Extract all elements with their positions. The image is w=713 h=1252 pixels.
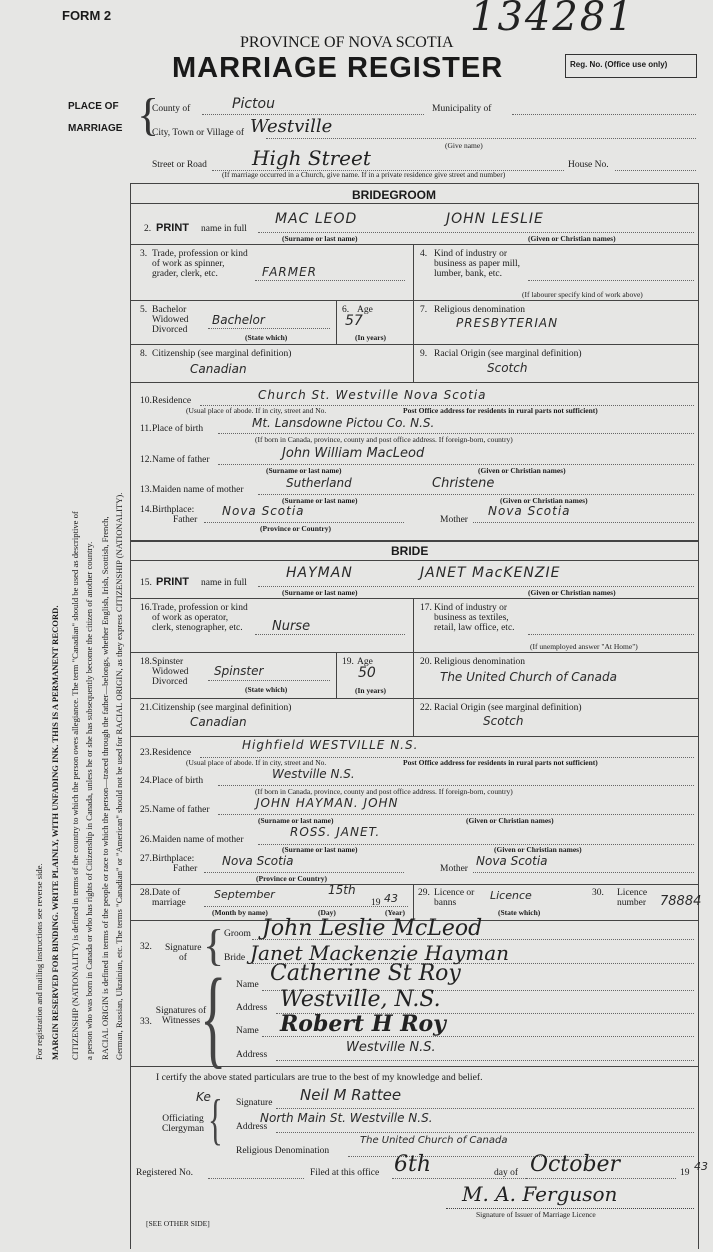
day-caption: (Day): [318, 908, 336, 917]
clergy-signature-label: Signature: [236, 1098, 273, 1108]
bride-father-birthplace: Nova Scotia: [222, 854, 294, 868]
groom-birthplace: Mt. Lansdowne Pictou Co. N.S.: [252, 416, 435, 430]
margin-text-5: RACIAL ORIGIN is defined in terms of the people or race to which the person—traced through the father—belongs, whether English, Irish, Scottish, French,: [100, 516, 110, 1060]
field20-label: Religious denomination: [434, 657, 526, 667]
witness1-address: Westville, N.S.: [280, 987, 441, 1012]
bride-surname: HAYMAN: [286, 565, 353, 581]
field25-number: 25.: [140, 805, 152, 815]
field27-label-a: Birthplace:: [152, 854, 195, 864]
clergy-signature: Neil M Rattee: [300, 1086, 402, 1104]
field12-caption-a: (Surname or last name): [266, 466, 342, 475]
field26-number: 26.: [140, 835, 152, 845]
field14-mother-label: Mother: [440, 515, 468, 525]
field28-label: Date of marriage: [152, 888, 186, 908]
groom-racial-origin: Scotch: [487, 361, 528, 375]
marriage-label: MARRIAGE: [68, 123, 123, 134]
field8-label: Citizenship (see marginal definition): [152, 349, 292, 359]
bride-mother-name: ROSS. JANET.: [290, 825, 381, 839]
field2-number: 2.: [144, 224, 152, 234]
field13-caption-b: (Given or Christian names): [500, 496, 588, 505]
witness2-address: Westville N.S.: [346, 1040, 436, 1055]
registered-no-label: Registered No.: [136, 1168, 193, 1178]
groom-given-names: JOHN LESLIE: [446, 211, 544, 227]
church-note: (If marriage occurred in a Church, give name. If in a private residence give street and number): [222, 170, 506, 179]
field2-print: PRINT: [156, 222, 189, 234]
licence-or-banns: Licence: [490, 889, 532, 902]
field26-caption-a: (Surname or last name): [282, 845, 358, 854]
field25-caption-a: (Surname or last name): [258, 816, 334, 825]
field5-label: Bachelor Widowed Divorced: [152, 305, 189, 335]
field23-number: 23.: [140, 748, 152, 758]
margin-text-6: German, Russian, Ukrainian, etc. The terms "Canadian" or "American" should not be used for RACIAL ORIGIN, as they express CITIZENSHIP (NATIONALITY).: [114, 492, 124, 1060]
clergy-address: North Main St. Westville N.S.: [260, 1111, 433, 1125]
field8-number: 8.: [140, 349, 148, 359]
year-caption: (Year): [385, 908, 405, 917]
bridegroom-heading: BRIDEGROOM: [352, 188, 436, 202]
field12-caption-b: (Given or Christian names): [478, 466, 566, 475]
groom-father-birthplace: Nova Scotia: [222, 504, 305, 518]
bride-given-caption: (Given or Christian names): [528, 588, 616, 597]
field29-number: 29.: [418, 888, 430, 898]
bride-given-names: JANET MacKENZIE: [420, 565, 561, 581]
field33-label: Signatures of Witnesses: [155, 1006, 207, 1026]
reg-no-label: Reg. No. (Office use only): [570, 60, 668, 69]
filed-year-prefix: 19: [680, 1168, 690, 1178]
bride-mother-birthplace: Nova Scotia: [476, 854, 548, 868]
field22-label: Racial Origin (see marginal definition): [434, 703, 582, 713]
field19-caption: (In years): [355, 686, 387, 695]
field12-label: Name of father: [152, 455, 210, 465]
place-of-label: PLACE OF: [68, 101, 119, 112]
bride-occupation: Nurse: [272, 619, 311, 634]
field4-label: Kind of industry or business as paper mill, lumber, bank, etc.: [434, 249, 521, 279]
groom-father-name: John William MacLeod: [282, 446, 425, 461]
field15-number: 15.: [140, 578, 152, 588]
field9-label: Racial Origin (see marginal definition): [434, 349, 582, 359]
field7-label: Religious denomination: [434, 305, 526, 315]
groom-label: Groom: [224, 929, 251, 939]
groom-residence: Church St. Westville Nova Scotia: [258, 388, 487, 402]
field28-number: 28.: [140, 888, 152, 898]
field3-number: 3.: [140, 249, 148, 259]
field32-label: Signature of: [165, 943, 202, 963]
groom-age: 57: [345, 313, 363, 329]
field23-label: Residence: [152, 748, 192, 758]
field5-number: 5.: [140, 305, 148, 315]
field13-label: Maiden name of mother: [152, 485, 244, 495]
groom-mother-given: Christene: [432, 476, 495, 491]
reg-no-box: [565, 54, 697, 78]
witness1-name-label: Name: [236, 980, 259, 990]
city-value: Westville: [250, 116, 333, 137]
marriage-month: September: [214, 888, 275, 901]
marriage-day: 15th: [328, 883, 356, 897]
marriage-year-prefix: 19: [371, 898, 381, 908]
field3-label: Trade, profession or kind of work as spinner, grader, clerk, etc.: [152, 249, 248, 279]
groom-mother-birthplace: Nova Scotia: [488, 504, 571, 518]
margin-text-4: a person who was born in Canada or who has rights of Citizenship in Canada, unless he or she has subsequently become the citizen of another country.: [84, 541, 94, 1060]
groom-marital-status: Bachelor: [212, 313, 265, 327]
witness1-address-label: Address: [236, 1003, 268, 1013]
issuer-signature: M. A. Ferguson: [462, 1182, 618, 1206]
field19-number: 19.: [342, 657, 354, 667]
field30-label: Licence number: [617, 888, 648, 908]
field9-number: 9.: [420, 349, 428, 359]
field4-number: 4.: [420, 249, 428, 259]
witness2-name-label: Name: [236, 1026, 259, 1036]
field15-print: PRINT: [156, 576, 189, 588]
groom-religion: PRESBYTERIAN: [456, 316, 559, 330]
margin-text-3: CITIZENSHIP (NATIONALITY) is defined in terms of the country to which the person owes allegiance. The term "Canadian" should be used as descriptive of: [70, 511, 80, 1060]
bride-label: Bride: [224, 953, 246, 963]
bride-heading: BRIDE: [391, 544, 429, 558]
give-name-caption: (Give name): [445, 141, 483, 150]
given-caption: (Given or Christian names): [528, 234, 616, 243]
field15-label: name in full: [201, 578, 247, 588]
field14-number: 14.: [140, 505, 152, 515]
margin-text-2: MARGIN RESERVED FOR BINDING. WRITE PLAINLY, WITH UNFADING INK. THIS IS A PERMANENT RECORD.: [50, 605, 60, 1060]
brace-signatures: {: [203, 921, 225, 970]
field10-caption-b: Post Office address for residents in rural parts not sufficient): [403, 406, 598, 415]
licence-number: 78884: [660, 894, 702, 909]
field19-label: Age: [357, 657, 373, 667]
filed-month: October: [530, 1152, 621, 1177]
street-value: High Street: [252, 146, 371, 170]
field18-caption: (State which): [245, 685, 288, 694]
field10-number: 10.: [140, 396, 152, 406]
field11-number: 11.: [140, 424, 152, 434]
field12-number: 12.: [140, 455, 152, 465]
field13-caption-a: (Surname or last name): [282, 496, 358, 505]
witness1-name: Catherine St Roy: [270, 961, 461, 986]
bride-birthplace: Westville N.S.: [272, 767, 355, 781]
field10-caption-a: (Usual place of abode. If in city, street and No.: [186, 406, 327, 415]
bride-residence: Highfield WESTVILLE N.S.: [242, 738, 419, 752]
filed-year: 43: [694, 1160, 708, 1173]
religious-denomination-value: The United Church of Canada: [360, 1135, 508, 1146]
bride-father-name: JOHN HAYMAN. JOHN: [256, 796, 399, 810]
groom-mother-surname: Sutherland: [286, 476, 352, 490]
field14-label-b: Father: [173, 515, 198, 525]
field13-number: 13.: [140, 485, 152, 495]
field25-label: Name of father: [152, 805, 210, 815]
field14-label-a: Birthplace:: [152, 505, 195, 515]
bride-marital-status: Spinster: [214, 664, 264, 678]
field16-label: Trade, profession or kind of work as operator, clerk, stenographer, etc.: [152, 603, 248, 633]
field23-caption-b: Post Office address for residents in rural parts not sufficient): [403, 758, 598, 767]
field33-number: 33.: [140, 1017, 152, 1027]
groom-occupation: FARMER: [262, 265, 318, 279]
field24-label: Place of birth: [152, 776, 204, 786]
tick-mark: Ke: [196, 1090, 211, 1104]
field27-mother-label: Mother: [440, 864, 468, 874]
groom-surname: MAC LEOD: [275, 211, 358, 227]
brace-witnesses: {: [200, 956, 227, 1078]
field32-number: 32.: [140, 942, 152, 952]
certification-text: I certify the above stated particulars are true to the best of my knowledge and belief.: [156, 1072, 483, 1083]
field21-label: Citizenship (see marginal definition): [152, 703, 292, 713]
day-of-label: day of: [494, 1168, 519, 1178]
municipality-label: Municipality of: [432, 104, 492, 114]
field4-caption: (If labourer specify kind of work above): [522, 290, 643, 299]
witness2-name: Robert H Roy: [280, 1011, 446, 1037]
field17-caption: (If unemployed answer "At Home"): [530, 642, 638, 651]
field10-label: Residence: [152, 396, 192, 406]
filed-day: 6th: [394, 1152, 432, 1177]
field16-number: 16.: [140, 603, 152, 613]
bride-signature: Janet Mackenzie Hayman: [250, 941, 510, 965]
groom-citizenship: Canadian: [190, 362, 247, 376]
clergy-address-label: Address: [236, 1122, 268, 1132]
brace: {: [137, 89, 160, 140]
field18-label: Spinster Widowed Divorced: [152, 657, 189, 687]
margin-text-1: For registration and mailing instructions see reverse side.: [34, 863, 44, 1060]
field22-number: 22.: [420, 703, 432, 713]
field26-caption-b: (Given or Christian names): [494, 845, 582, 854]
registration-number-handwritten: 134281: [470, 0, 635, 40]
field17-label: Kind of industry or business as textiles, retail, law office, etc.: [434, 603, 515, 633]
county-label: County of: [152, 104, 191, 114]
bride-religion: The United Church of Canada: [440, 670, 617, 684]
bride-age: 50: [358, 665, 376, 681]
field23-caption-a: (Usual place of abode. If in city, street and No.: [186, 758, 327, 767]
field6-label: Age: [357, 305, 373, 315]
field17-number: 17.: [420, 603, 432, 613]
month-caption: (Month by name): [212, 908, 268, 917]
field25-caption-b: (Given or Christian names): [466, 816, 554, 825]
marriage-year: 43: [384, 892, 398, 905]
field11-caption: (If born in Canada, province, county and post office address. If foreign-born, country): [255, 435, 513, 444]
groom-signature: John Leslie McLeod: [262, 916, 483, 941]
field29-caption: (State which): [498, 908, 541, 917]
field24-number: 24.: [140, 776, 152, 786]
field21-number: 21.: [140, 703, 152, 713]
field11-label: Place of birth: [152, 424, 204, 434]
bride-racial-origin: Scotch: [483, 714, 524, 728]
province-heading: PROVINCE OF NOVA SCOTIA: [240, 34, 454, 51]
field14-caption: (Province or Country): [260, 524, 331, 533]
officiating-clergyman-label: Officiating Clergyman: [161, 1114, 205, 1134]
brace-clergyman: {: [208, 1089, 223, 1151]
city-label: City, Town or Village of: [152, 128, 244, 138]
witness2-address-label: Address: [236, 1050, 268, 1060]
field29-label: Licence or banns: [434, 888, 475, 908]
surname-caption: (Surname or last name): [282, 234, 358, 243]
field27-number: 27.: [140, 854, 152, 864]
field5-caption: (State which): [245, 333, 288, 342]
field2-label: name in full: [201, 224, 247, 234]
field18-number: 18.: [140, 657, 152, 667]
field26-label: Maiden name of mother: [152, 835, 244, 845]
form-number: FORM 2: [62, 8, 112, 23]
field27-caption: (Province or Country): [256, 874, 327, 883]
religious-denomination-label: Religious Denomination: [236, 1146, 330, 1156]
issuer-caption: Signature of Issuer of Marriage Licence: [476, 1210, 596, 1219]
field6-caption: (In years): [355, 333, 387, 342]
field30-number: 30.: [592, 888, 604, 898]
bride-citizenship: Canadian: [190, 715, 247, 729]
county-value: Pictou: [232, 96, 275, 112]
field6-number: 6.: [342, 305, 350, 315]
field7-number: 7.: [420, 305, 428, 315]
field27-label-b: Father: [173, 864, 198, 874]
bride-surname-caption: (Surname or last name): [282, 588, 358, 597]
margin-instructions: [4, 280, 132, 1060]
street-label: Street or Road: [152, 160, 207, 170]
field24-caption: (If born in Canada, province, county and post office address. If foreign-born, country): [255, 787, 513, 796]
page-title: MARRIAGE REGISTER: [172, 52, 504, 84]
filed-label: Filed at this office: [310, 1168, 380, 1178]
house-no-label: House No.: [568, 160, 609, 170]
see-other-side: [SEE OTHER SIDE]: [146, 1219, 210, 1228]
field20-number: 20.: [420, 657, 432, 667]
